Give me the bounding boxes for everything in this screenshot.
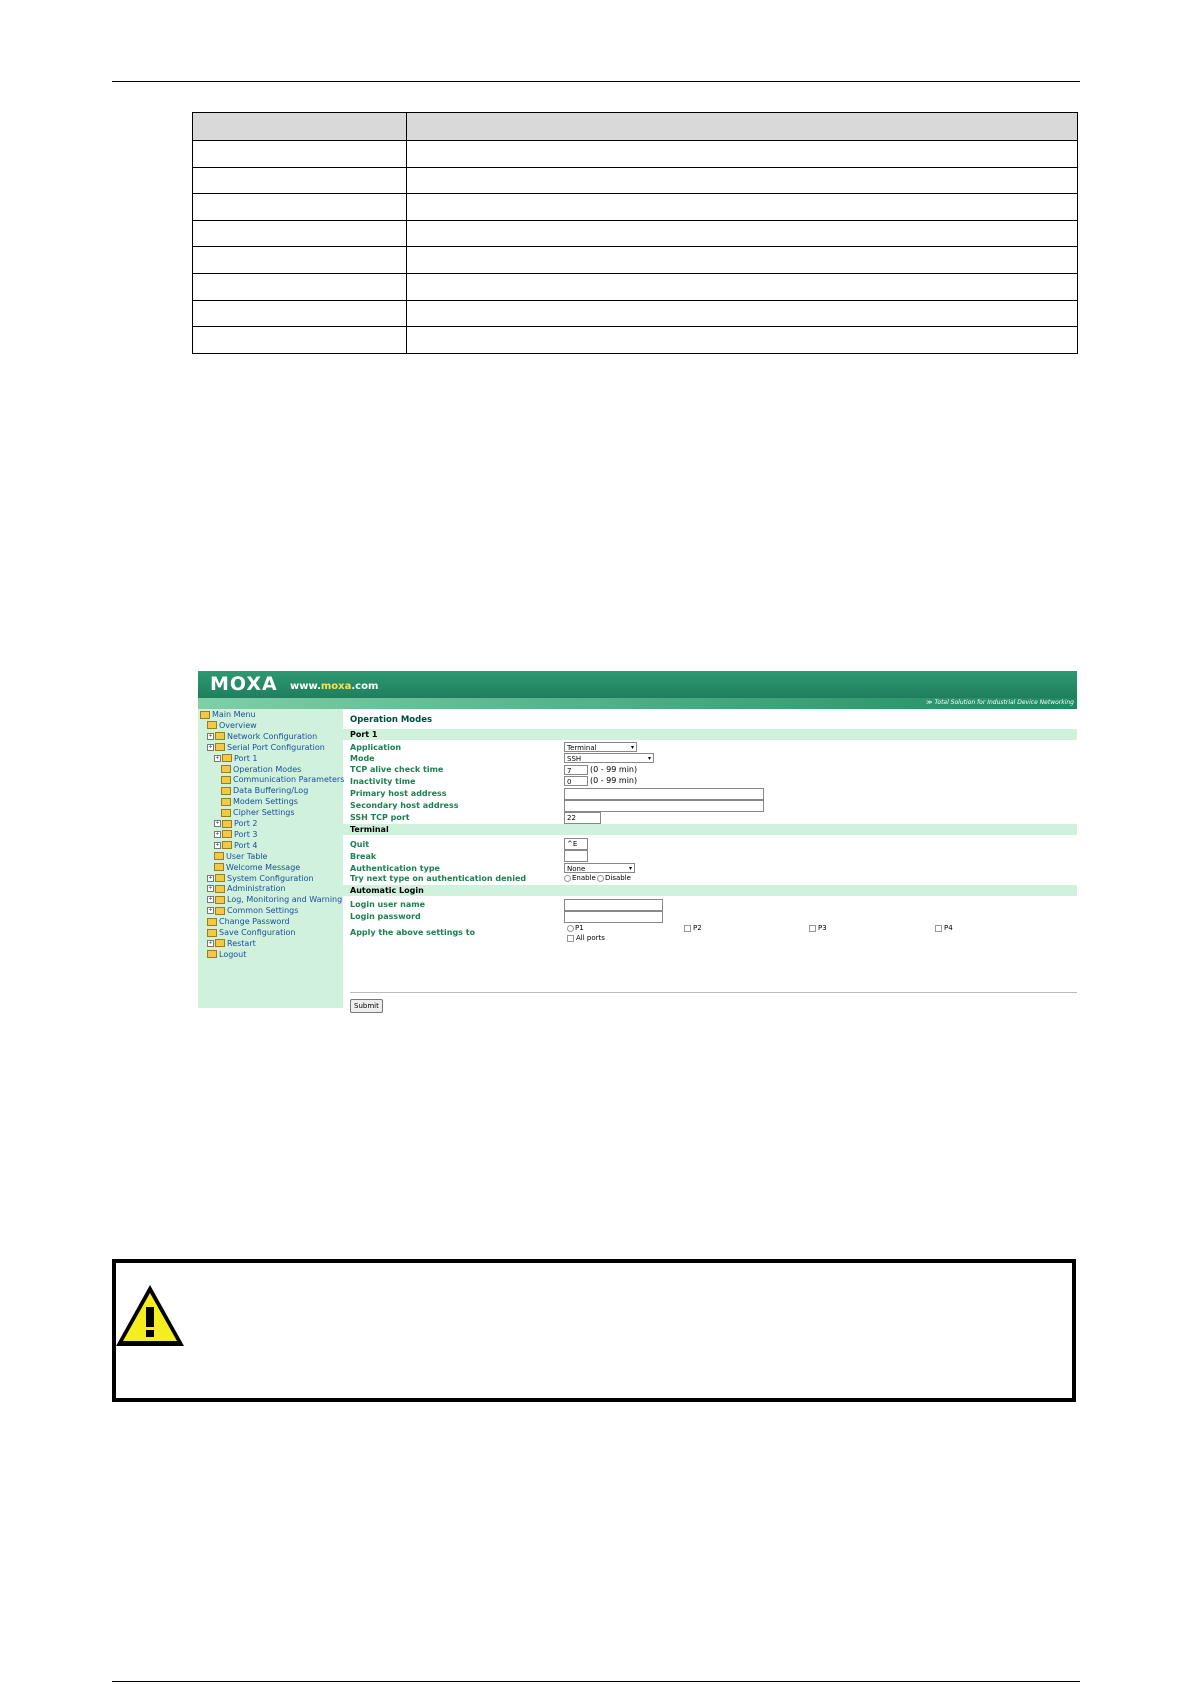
sidebar-item-label: Log, Monitoring and Warning: [227, 895, 343, 905]
all-ports-checkbox[interactable]: All ports: [567, 934, 605, 942]
tagline: ≫ Total Solution for Industrial Device Networking: [926, 699, 1074, 706]
table-cell: [407, 167, 1078, 194]
document-table: [192, 112, 1078, 354]
try-next-label: Try next type on authentication denied: [350, 874, 527, 883]
p3-checkbox-icon: [809, 925, 816, 932]
table-row: [193, 194, 1078, 221]
folder-icon: [222, 754, 232, 762]
section-terminal: Terminal: [343, 824, 1077, 835]
login-password-label: Login password: [350, 912, 421, 921]
section-port-1: Port 1: [343, 729, 1077, 740]
quit-input[interactable]: ^E: [564, 838, 588, 850]
moxa-banner: [198, 671, 1077, 698]
sidebar-menu: [198, 709, 343, 1008]
enable-radio[interactable]: Enable: [564, 874, 596, 882]
folder-icon: [215, 874, 225, 882]
sidebar-item-label: Network Configuration: [227, 731, 318, 741]
table-cell: [193, 300, 407, 327]
table-row: [193, 247, 1078, 274]
inactivity-label: Inactivity time: [350, 777, 416, 786]
apply-to-label: Apply the above settings to: [350, 928, 476, 937]
login-user-label: Login user name: [350, 900, 426, 909]
expand-icon[interactable]: +: [208, 885, 213, 892]
port-checkbox-p4[interactable]: P4: [935, 924, 953, 932]
sidebar-item[interactable]: [214, 830, 258, 840]
folder-icon: [215, 743, 225, 751]
sidebar-item[interactable]: [200, 710, 256, 720]
folder-icon: [222, 841, 232, 849]
sidebar-item[interactable]: [221, 786, 308, 796]
sidebar-item-label: Port 4: [234, 840, 258, 850]
page-title: Operation Modes: [350, 715, 433, 725]
tcp-alive-hint: (0 - 99 min): [590, 765, 638, 774]
secondary-host-label: Secondary host address: [350, 801, 459, 810]
auth-type-select[interactable]: None ▾: [564, 863, 635, 873]
expand-icon[interactable]: +: [215, 830, 220, 837]
sidebar-item[interactable]: [214, 841, 258, 851]
sidebar-item-label: Modem Settings: [233, 797, 298, 807]
table-cell: [193, 273, 407, 300]
folder-icon: [221, 787, 231, 795]
table-cell: [193, 327, 407, 354]
folder-icon: [214, 852, 224, 860]
sidebar-item[interactable]: [207, 906, 298, 916]
sidebar-item-label: Logout: [219, 949, 247, 959]
auth-type-label: Authentication type: [350, 864, 440, 873]
tcp-alive-label: TCP alive check time: [350, 765, 444, 774]
folder-icon: [221, 798, 231, 806]
folder-icon: [222, 820, 232, 828]
break-label: Break: [350, 852, 377, 861]
table-cell: [193, 113, 407, 141]
table-row: [193, 300, 1078, 327]
sidebar-item[interactable]: [221, 765, 301, 775]
primary-host-label: Primary host address: [350, 789, 447, 798]
break-input[interactable]: [564, 850, 588, 862]
sidebar-item[interactable]: [207, 939, 256, 949]
folder-icon: [215, 939, 225, 947]
mode-label: Mode: [350, 754, 375, 763]
table-row: [193, 273, 1078, 300]
sidebar-item-label: Overview: [219, 720, 257, 730]
tagline-bar: [198, 698, 1077, 709]
warning-triangle-icon: [114, 1283, 186, 1349]
p2-checkbox-icon: [684, 925, 691, 932]
sidebar-item-label: Operation Modes: [233, 764, 302, 774]
table-row: [193, 327, 1078, 354]
folder-icon: [221, 776, 231, 784]
sidebar-item[interactable]: [214, 863, 300, 873]
folder-icon: [221, 765, 231, 773]
inactivity-hint: (0 - 99 min): [590, 776, 638, 785]
folder-icon: [207, 918, 217, 926]
table-cell: [407, 273, 1078, 300]
login-user-input[interactable]: [564, 899, 663, 911]
expand-icon[interactable]: +: [215, 820, 220, 826]
sidebar-item[interactable]: [207, 895, 342, 905]
sidebar-item[interactable]: [207, 928, 295, 938]
folder-icon: [215, 907, 225, 915]
sidebar-item-label: Restart: [227, 938, 256, 948]
port-checkbox-p2[interactable]: P2: [684, 924, 702, 932]
table-cell: [407, 220, 1078, 247]
moxa-logo: MOXA: [210, 673, 278, 695]
main-content: [343, 709, 1077, 1008]
moxa-web-console-screenshot: [198, 671, 1077, 1008]
folder-icon: [215, 732, 225, 740]
disable-radio[interactable]: Disable: [597, 874, 631, 882]
sidebar-item[interactable]: [221, 775, 344, 785]
folder-icon: [207, 721, 217, 729]
mode-select[interactable]: SSH ▾: [564, 753, 654, 763]
table-cell: [193, 247, 407, 274]
sidebar-item-label: User Table: [226, 851, 268, 861]
sidebar-item-label: Serial Port Configuration: [227, 742, 325, 752]
expand-icon[interactable]: +: [215, 841, 220, 848]
header-rule: [112, 81, 1080, 82]
form-divider: [350, 992, 1077, 993]
sidebar-item[interactable]: [207, 884, 286, 894]
sidebar-item-label: Change Password: [219, 917, 290, 927]
sidebar-item[interactable]: [207, 732, 317, 742]
table-cell: [193, 141, 407, 168]
table-cell: [193, 194, 407, 221]
expand-icon[interactable]: +: [215, 754, 220, 761]
submit-button[interactable]: Submit: [350, 999, 383, 1013]
port-checkbox-p3[interactable]: P3: [809, 924, 827, 932]
table-cell: [407, 113, 1078, 141]
sidebar-item[interactable]: [221, 808, 295, 818]
folder-icon: [215, 885, 225, 893]
sidebar-item[interactable]: [214, 819, 258, 829]
table-row: [193, 220, 1078, 247]
table-cell: [193, 220, 407, 247]
sidebar-item-label: Save Configuration: [219, 928, 296, 937]
port-checkbox-p1[interactable]: P1: [567, 924, 584, 932]
sidebar-item[interactable]: [214, 754, 258, 764]
sidebar-item-label: Administration: [227, 884, 286, 894]
table-row: [193, 141, 1078, 168]
expand-icon[interactable]: +: [208, 732, 213, 739]
sidebar-item[interactable]: [207, 950, 246, 960]
sidebar-item[interactable]: [207, 917, 290, 927]
p4-checkbox-icon: [935, 925, 942, 932]
section-automatic-login: Automatic Login: [343, 885, 1077, 896]
sidebar-item-label: Port 3: [234, 829, 258, 839]
primary-host-input[interactable]: [564, 788, 764, 800]
table-cell: [407, 327, 1078, 354]
sidebar-item[interactable]: [207, 874, 314, 884]
sidebar-item-label: Communication Parameters: [233, 775, 345, 785]
folder-icon: [207, 929, 217, 937]
sidebar-item[interactable]: [207, 743, 325, 753]
sidebar-item-label: Cipher Settings: [233, 808, 295, 818]
ssh-port-label: SSH TCP port: [350, 813, 410, 822]
table-header-row: [193, 113, 1078, 141]
enable-radio-icon: [564, 875, 571, 882]
sidebar-item[interactable]: [221, 797, 298, 807]
expand-icon[interactable]: +: [208, 743, 213, 750]
table-cell: [407, 300, 1078, 327]
folder-icon: [214, 863, 224, 871]
table-cell: [407, 247, 1078, 274]
login-password-input[interactable]: [564, 911, 663, 923]
sidebar-item-label: Data Buffering/Log: [233, 786, 309, 796]
folder-icon: [215, 896, 225, 904]
application-select[interactable]: Terminal ▾: [564, 742, 637, 752]
moxa-url[interactable]: www.moxa.com: [290, 681, 379, 692]
table-cell: [407, 194, 1078, 221]
folder-icon: [207, 950, 217, 958]
p1-radio-icon: [567, 925, 574, 932]
sidebar-item-label: Common Settings: [227, 906, 299, 916]
sidebar-item-label: Port 1: [234, 753, 258, 763]
expand-icon[interactable]: +: [208, 939, 213, 946]
warning-box: [112, 1259, 1076, 1402]
sidebar-item[interactable]: [214, 852, 267, 862]
secondary-host-input[interactable]: [564, 800, 764, 812]
inactivity-input[interactable]: 0: [564, 776, 588, 786]
sidebar-item[interactable]: [207, 721, 257, 731]
folder-icon: [200, 711, 210, 719]
disable-radio-icon: [597, 875, 604, 882]
folder-icon: [222, 830, 232, 838]
table-cell: [407, 141, 1078, 168]
expand-icon[interactable]: +: [208, 907, 213, 914]
expand-icon[interactable]: +: [208, 874, 213, 881]
ssh-port-input[interactable]: 22: [564, 812, 601, 824]
sidebar-item-label: Welcome Message: [226, 862, 301, 872]
sidebar-item-label: Port 2: [234, 819, 258, 828]
sidebar-item-label: Main Menu: [212, 710, 256, 719]
expand-icon[interactable]: +: [208, 896, 213, 903]
tcp-alive-input[interactable]: 7: [564, 765, 588, 775]
sidebar-item-label: System Configuration: [227, 873, 314, 883]
application-label: Application: [350, 743, 402, 752]
footer-rule: [112, 1681, 1080, 1682]
table-row: [193, 167, 1078, 194]
folder-icon: [221, 809, 231, 817]
table-cell: [193, 167, 407, 194]
all-ports-checkbox-icon: [567, 935, 574, 942]
quit-label: Quit: [350, 840, 370, 849]
